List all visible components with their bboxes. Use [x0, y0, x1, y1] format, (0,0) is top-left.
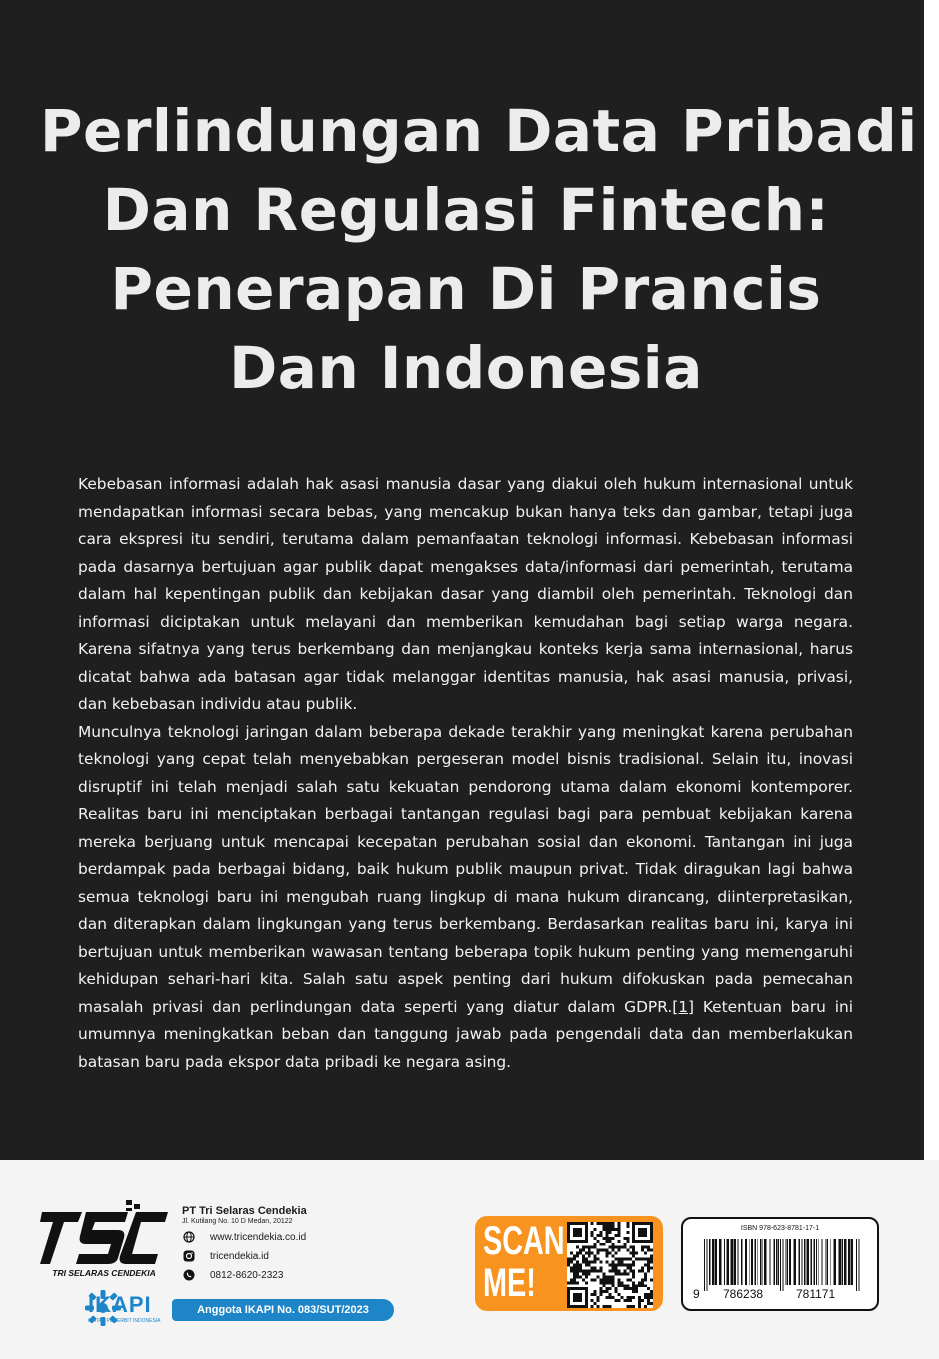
- synopsis: [78, 471, 853, 1076]
- phone-number[interactable]: 0812-8620-2323: [210, 1269, 284, 1281]
- scan-label: SCAN: [483, 1219, 565, 1263]
- footnote-reference[interactable]: [1]: [672, 997, 695, 1016]
- page-edge: [924, 0, 939, 1160]
- ikapi-subtitle: IKATAN PENERBIT INDONESIA: [88, 1318, 161, 1324]
- barcode: [702, 1239, 862, 1291]
- isbn-right-group: 781171: [796, 1287, 836, 1301]
- isbn-first-digit: 9: [693, 1287, 700, 1301]
- paragraph-2-text: Munculnya teknologi jaringan dalam beberapa dekade terakhir yang meningkat karena perubahan teknologi yang cepat telah menyebabkan pergeseran model bisnis tradisional. Selain itu, inovasi disruptif ini telah menjadi salah satu kekuatan pendorong utama dalam ekonomi kontemporer. Realitas baru ini menciptakan berbagai tantangan regulasi bagi para pembuat kebijakan karena mereka berjuang untuk mencapai kecepatan perubahan sosial dan ekonomi. Tantangan ini juga berdampak pada berbagai bidang, baik hukum publik maupun privat. Tidak diragukan lagi bahwa semua teknologi baru ini mengubah ruang lingkup di mana hukum dirancang, diinterpretasikan, dan diterapkan dalam lingkungan yang terus berkembang. Berdasarkan realitas baru ini, karya ini bertujuan untuk memberikan wawasan tentang beberapa topik hukum penting yang memengaruhi kehidupan sehari-hari kita. Salah satu aspek penting dari hukum difokuskan pada pemecahan masalah privasi dan perlindungan data seperti yang diatur dalam GDPR.: [78, 722, 853, 1016]
- isbn-label: ISBN 978-623-8781-17-1: [740, 1225, 820, 1232]
- publisher-name: PT Tri Selaras Cendekia: [182, 1205, 307, 1217]
- scan-me-badge[interactable]: [475, 1216, 663, 1311]
- tsc-logo: [40, 1200, 170, 1280]
- title-line: Perlindungan Data Pribadi: [40, 97, 918, 165]
- phone-row[interactable]: [182, 1268, 307, 1282]
- globe-icon: [182, 1230, 196, 1244]
- instagram-icon: [182, 1249, 196, 1263]
- isbn-barcode-box: [681, 1217, 879, 1311]
- ikapi-membership-badge: Anggota IKAPI No. 083/SUT/2023: [172, 1299, 394, 1321]
- title-line: Dan Indonesia: [229, 334, 703, 402]
- isbn-left-group: 786238: [723, 1287, 764, 1301]
- qr-code[interactable]: [567, 1222, 653, 1308]
- synopsis-paragraph-2: [78, 719, 853, 1077]
- title-line: Penerapan Di Prancis: [110, 255, 822, 323]
- scan-me-text: [483, 1220, 565, 1304]
- publisher-info: [182, 1205, 307, 1282]
- instagram-handle[interactable]: tricendekia.id: [210, 1250, 269, 1262]
- ikapi-name: IKAPI: [88, 1292, 152, 1317]
- title-line: Dan Regulasi Fintech:: [102, 176, 830, 244]
- synopsis-paragraph-1: Kebebasan informasi adalah hak asasi manusia dasar yang diakui oleh hukum internasional untuk mendapatkan informasi secara bebas, yang mencakup bukan hanya teks dan gambar, tetapi juga cara ekspresi itu sendiri, terutama dalam pemanfaatan teknologi informasi. Kebebasan informasi pada dasarnya bertujuan agar publik dapat mengakses data/informasi dari pemerintah, terutama dalam hal kepentingan publik dan kebijakan dasar yang diambil oleh pemerintah. Teknologi dan informasi diciptakan untuk melayani dan memberikan kemudahan bagi setiap warga negara. Karena sifatnya yang terus berkembang dan menjangkau konteks kerja sama internasional, harus dicatat bahwa ada batasan agar tidak melanggar identitas manusia, hak asasi manusia, privasi, dan kebebasan individu atau publik.: [78, 475, 853, 713]
- me-label: ME!: [483, 1261, 536, 1305]
- website-row[interactable]: [182, 1230, 307, 1244]
- paragraph-2-text-end: Ketentuan baru ini umumnya meningkatkan beban dan tanggung jawab pada pengendali data dan memberlakukan batasan baru pada ekspor data pribadi ke negara asing.: [78, 997, 853, 1071]
- whatsapp-icon: [182, 1268, 196, 1282]
- logo-caption: TRI SELARAS CENDEKIA: [52, 1268, 156, 1278]
- publisher-address: Jl. Kutilang No. 10 D Medan, 20122: [182, 1218, 293, 1225]
- website-link[interactable]: www.tricendekia.co.id: [210, 1231, 307, 1243]
- book-title: [40, 92, 918, 408]
- instagram-row[interactable]: [182, 1249, 307, 1263]
